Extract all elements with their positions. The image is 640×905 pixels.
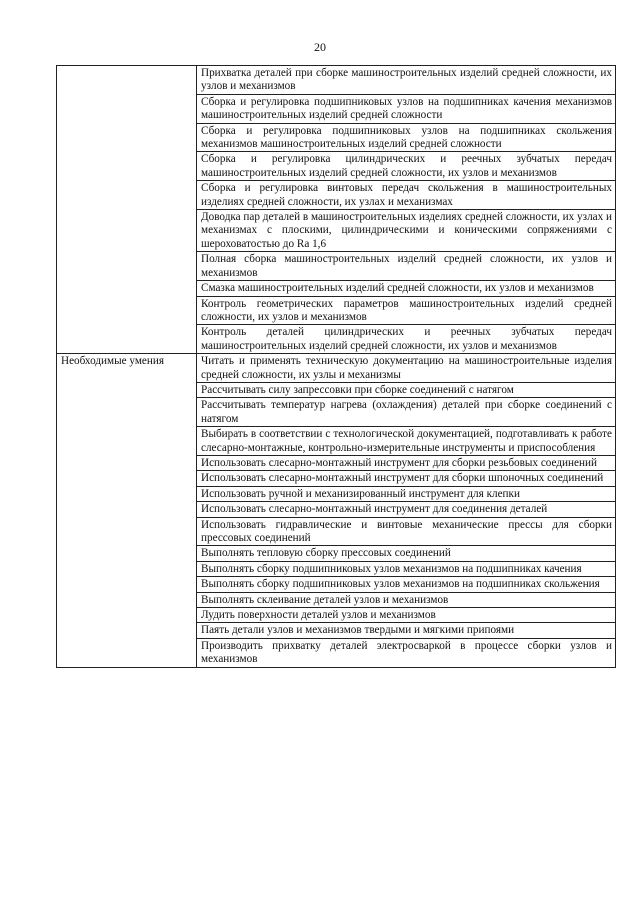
row-text: Выбирать в соответствии с технологической документацией, подготавливать к работе слесарно-монтажные, контрольно-измерительные инструменты и приспособления: [197, 427, 616, 456]
row-text: Сборка и регулировка цилиндрических и реечных зубчатых передач машиностроительных изделий средней сложности, их узлов и механизмов: [197, 152, 616, 181]
row-label: [57, 66, 197, 354]
row-text: Сборка и регулировка подшипниковых узлов на подшипниках качения механизмов машиностроительных изделий средней сложности: [197, 94, 616, 123]
row-text: Прихватка деталей при сборке машиностроительных изделий средней сложности, их узлов и механизмов: [197, 66, 616, 95]
row-text: Лудить поверхности деталей узлов и механизмов: [197, 608, 616, 623]
table-row: [57, 354, 616, 383]
row-text: Выполнять сборку подшипниковых узлов механизмов на подшипниках качения: [197, 561, 616, 576]
row-text: Сборка и регулировка винтовых передач скольжения в машиностроительных изделиях средней сложности, их узлах и механизмах: [197, 181, 616, 210]
row-text: Использовать слесарно-монтажный инструмент для сборки шпоночных соединений: [197, 471, 616, 486]
row-text: Использовать слесарно-монтажный инструмент для сборки резьбовых соединений: [197, 455, 616, 470]
row-text: Паять детали узлов и механизмов твердыми и мягкими припоями: [197, 623, 616, 638]
row-text: Полная сборка машиностроительных изделий средней сложности, их узлов и механизмов: [197, 252, 616, 281]
row-label: Необходимые умения: [57, 354, 197, 668]
row-text: Выполнять тепловую сборку прессовых соединений: [197, 546, 616, 561]
row-text: Сборка и регулировка подшипниковых узлов на подшипниках скольжения механизмов машиностроительных изделий средней сложности: [197, 123, 616, 152]
table-row: [57, 66, 616, 95]
row-text: Рассчитывать силу запрессовки при сборке соединений с натягом: [197, 382, 616, 397]
requirements-table: [56, 65, 616, 668]
row-text: Использовать гидравлические и винтовые механические прессы для сборки прессовых соединений: [197, 517, 616, 546]
row-text: Производить прихватку деталей электросваркой в процессе сборки узлов и механизмов: [197, 638, 616, 667]
row-text: Контроль геометрических параметров машиностроительных изделий средней сложности, их узлов и механизмов: [197, 296, 616, 325]
page-number: 20: [314, 40, 326, 54]
row-text: Выполнять склеивание деталей узлов и механизмов: [197, 592, 616, 607]
row-text: Выполнять сборку подшипниковых узлов механизмов на подшипниках скольжения: [197, 577, 616, 592]
row-text: Читать и применять техническую документацию на машиностроительные изделия средней сложности, их узлы и механизмы: [197, 354, 616, 383]
row-text: Использовать слесарно-монтажный инструмент для соединения деталей: [197, 502, 616, 517]
row-text: Контроль деталей цилиндрических и реечных зубчатых передач машиностроительных изделий средней сложности, их узлов и механизмов: [197, 325, 616, 354]
row-text: Доводка пар деталей в машиностроительных изделиях средней сложности, их узлах и механизмах с плоскими, цилиндрическими и коническими сопряжениями с шероховатостью до Ra 1,6: [197, 210, 616, 252]
row-text: Использовать ручной и механизированный инструмент для клепки: [197, 486, 616, 501]
row-text: Смазка машиностроительных изделий средней сложности, их узлов и механизмов: [197, 281, 616, 296]
row-text: Рассчитывать температур нагрева (охлаждения) деталей при сборке соединений с натягом: [197, 398, 616, 427]
